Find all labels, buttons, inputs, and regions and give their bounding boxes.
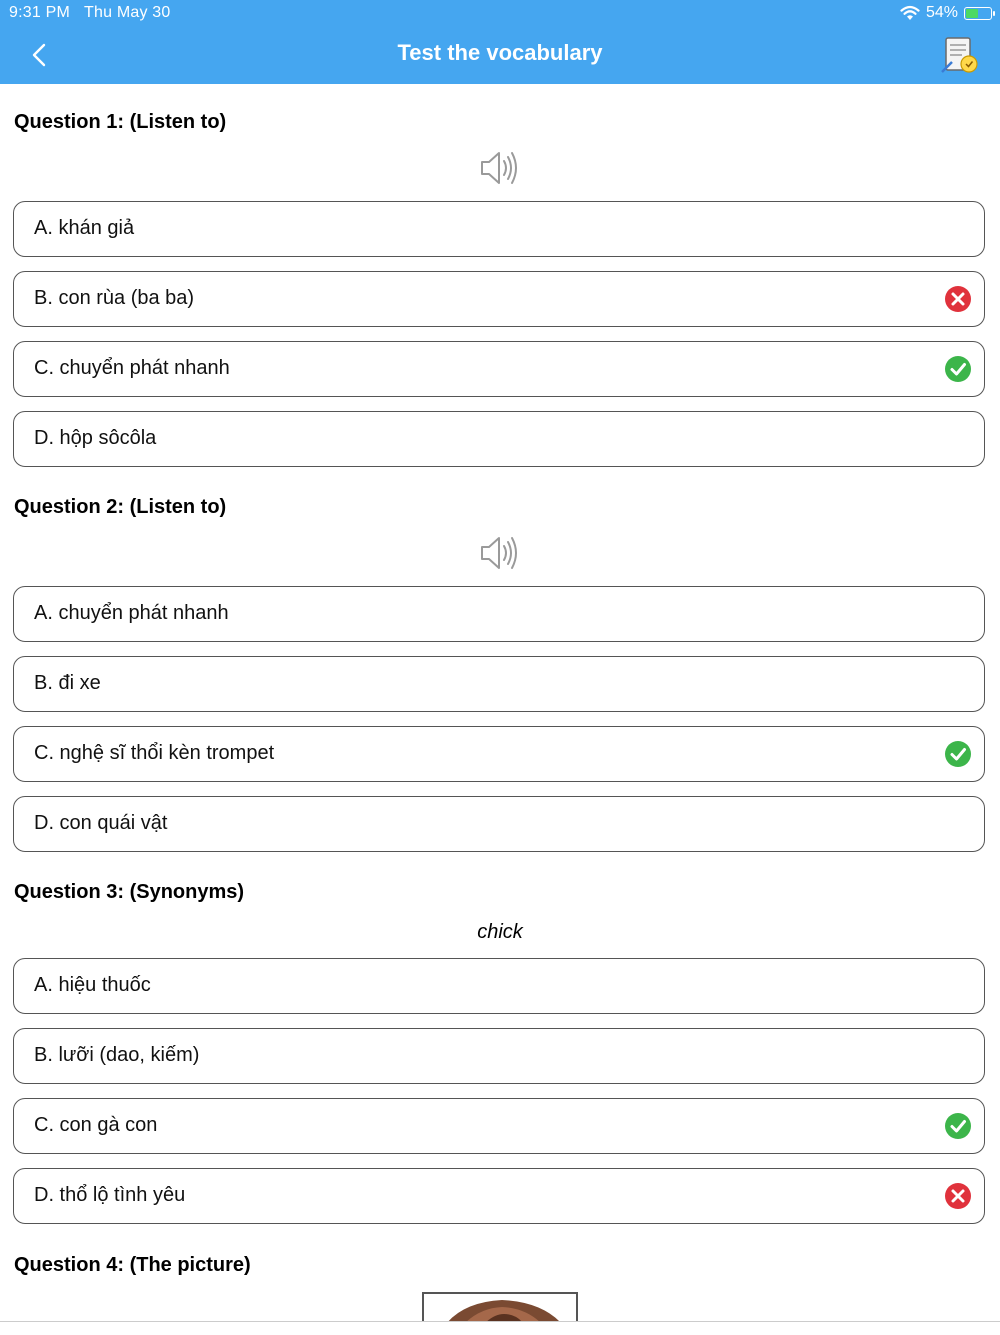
status-left xyxy=(9,4,184,22)
answer-option[interactable] xyxy=(13,656,985,712)
correct-mark-icon xyxy=(944,1112,972,1140)
page-title: Test the vocabulary xyxy=(397,40,603,65)
status-right xyxy=(900,4,992,22)
status-bar xyxy=(0,0,1000,26)
wifi-icon xyxy=(900,5,920,21)
answer-option[interactable] xyxy=(13,1028,985,1084)
option-label: B. con rùa (ba ba) xyxy=(34,287,195,309)
speaker-icon[interactable] xyxy=(476,148,524,188)
correct-mark-icon xyxy=(944,740,972,768)
answer-option[interactable] xyxy=(13,726,985,782)
wrong-mark-icon xyxy=(944,1182,972,1210)
quiz-sheet-icon[interactable] xyxy=(936,34,984,78)
wrong-mark-icon xyxy=(944,285,972,313)
option-label: C. nghệ sĩ thổi kèn trompet xyxy=(34,742,275,764)
answer-option[interactable] xyxy=(13,958,985,1014)
question-title: Question 3: (Synonyms) xyxy=(14,881,245,903)
bottom-edge xyxy=(0,1321,1000,1335)
correct-mark-icon xyxy=(944,355,972,383)
status-date: Thu May 30 xyxy=(84,4,171,21)
option-label: A. chuyển phát nhanh xyxy=(34,602,229,624)
prompt-word: chick xyxy=(477,921,523,943)
nav-bar xyxy=(0,26,1000,84)
option-label: A. khán giả xyxy=(34,217,135,239)
battery-fill xyxy=(966,9,978,18)
answer-option[interactable] xyxy=(13,201,985,257)
option-label: B. lưỡi (dao, kiếm) xyxy=(34,1044,200,1066)
question-title: Question 4: (The picture) xyxy=(14,1254,251,1276)
battery-percent: 54% xyxy=(925,4,958,21)
option-label: C. chuyển phát nhanh xyxy=(34,357,230,379)
answer-option[interactable] xyxy=(13,586,985,642)
option-label: D. hộp sôcôla xyxy=(34,427,157,449)
option-label: D. con quái vật xyxy=(34,812,168,834)
question-picture[interactable] xyxy=(422,1292,578,1322)
answer-option[interactable] xyxy=(13,1168,985,1224)
option-label: D. thổ lộ tình yêu xyxy=(34,1184,186,1206)
option-label: A. hiệu thuốc xyxy=(34,974,151,996)
status-time: 9:31 PM xyxy=(9,4,70,21)
answer-option[interactable] xyxy=(13,341,985,397)
question-title: Question 1: (Listen to) xyxy=(14,111,227,133)
answer-option[interactable] xyxy=(13,271,985,327)
picture-image xyxy=(424,1294,578,1322)
answer-option[interactable] xyxy=(13,796,985,852)
option-label: C. con gà con xyxy=(34,1114,158,1136)
answer-option[interactable] xyxy=(13,1098,985,1154)
answer-option[interactable] xyxy=(13,411,985,467)
option-label: B. đi xe xyxy=(34,672,101,694)
speaker-icon[interactable] xyxy=(476,533,524,573)
question-title: Question 2: (Listen to) xyxy=(14,496,227,518)
battery-icon xyxy=(964,7,992,20)
